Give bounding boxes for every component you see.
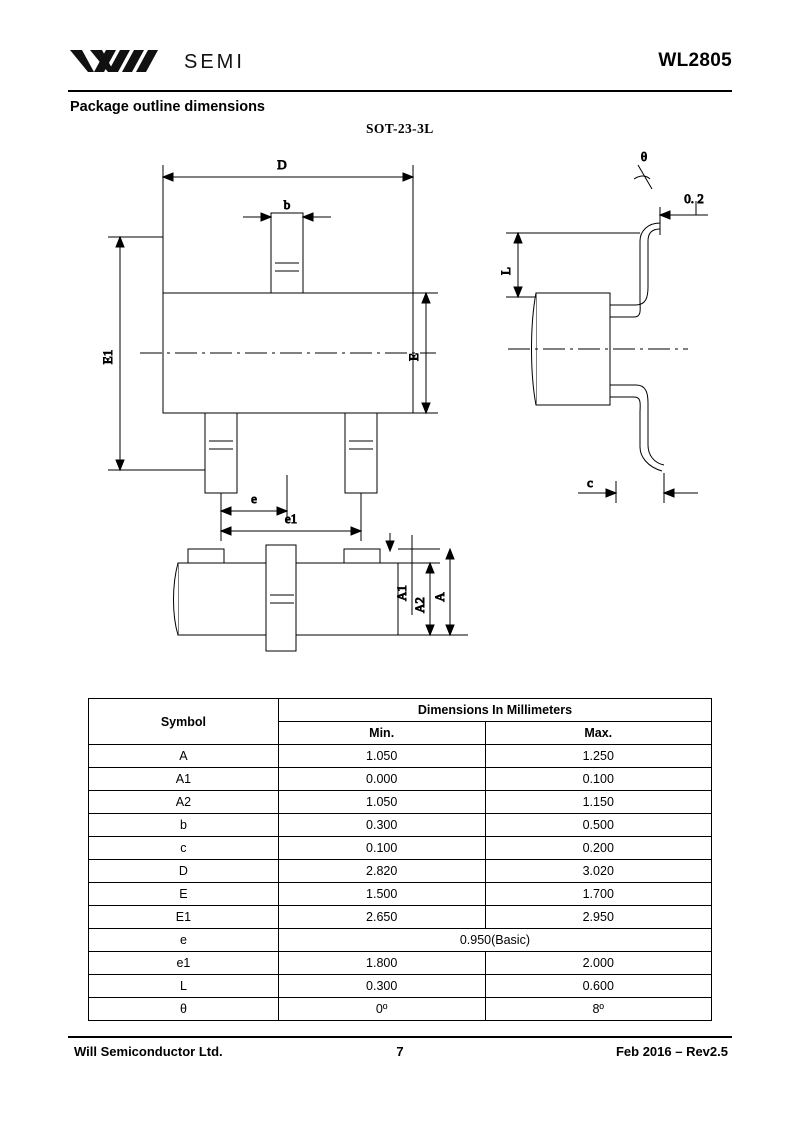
cell-max: 0.600 [485, 975, 712, 998]
cell-max: 3.020 [485, 860, 712, 883]
cell-max: 0.100 [485, 768, 712, 791]
cell-max: 2.950 [485, 906, 712, 929]
dim-label-L: L [498, 267, 513, 275]
cell-min: 2.650 [278, 906, 485, 929]
package-outline-drawing [68, 145, 732, 685]
footer-page-number: 7 [396, 1044, 404, 1059]
cell-symbol: θ [89, 998, 279, 1021]
dim-label-0-2: 0. 2 [684, 191, 704, 206]
cell-max: 2.000 [485, 952, 712, 975]
cell-max: 1.700 [485, 883, 712, 906]
header-symbol: Symbol [89, 699, 279, 745]
header-min: Min. [278, 722, 485, 745]
cell-min: 1.500 [278, 883, 485, 906]
cell-min: 0.300 [278, 975, 485, 998]
header-dimensions-group: Dimensions In Millimeters [278, 699, 711, 722]
dim-label-E1: E1 [100, 349, 115, 365]
cell-min: 0.300 [278, 814, 485, 837]
cell-symbol: A2 [89, 791, 279, 814]
cell-symbol: c [89, 837, 279, 860]
brand-logo [68, 38, 245, 86]
cell-max: 8º [485, 998, 712, 1021]
dim-label-e: e [251, 491, 257, 506]
cell-max: 1.250 [485, 745, 712, 768]
dim-label-D: D [277, 157, 287, 172]
table-row [89, 791, 712, 814]
dim-label-theta: θ [640, 149, 648, 164]
table-row [89, 837, 712, 860]
cell-min: 1.050 [278, 791, 485, 814]
cell-symbol: b [89, 814, 279, 837]
page-title: Package outline dimensions [70, 99, 265, 115]
table-row [89, 929, 712, 952]
footer-divider [68, 1036, 732, 1038]
dim-label-A2: A2 [412, 597, 427, 613]
table-row [89, 998, 712, 1021]
table-body [89, 745, 712, 1021]
dim-label-E: E [406, 353, 421, 361]
cell-min: 0.000 [278, 768, 485, 791]
cell-max: 0.200 [485, 837, 712, 860]
cell-symbol: E [89, 883, 279, 906]
header-divider [68, 90, 732, 92]
table-row [89, 745, 712, 768]
page-header [68, 38, 732, 90]
part-number: WL2805 [658, 50, 732, 71]
page-footer [68, 1044, 732, 1064]
cell-symbol: A1 [89, 768, 279, 791]
cell-symbol: A [89, 745, 279, 768]
dimensions-table [88, 698, 712, 1021]
logo-text: SEMI [184, 50, 245, 73]
outline-svg [68, 145, 732, 685]
dim-label-c: c [587, 475, 593, 490]
dim-label-A: A [432, 592, 447, 602]
cell-symbol: e [89, 929, 279, 952]
footer-company: Will Semiconductor Ltd. [74, 1044, 223, 1059]
footer-revision: Feb 2016 – Rev2.5 [615, 1044, 728, 1059]
cell-symbol: e1 [89, 952, 279, 975]
header-max: Max. [485, 722, 712, 745]
table-row [89, 768, 712, 791]
cell-min: 2.820 [278, 860, 485, 883]
dim-label-A1: A1 [394, 585, 409, 601]
dim-label-e1: e1 [284, 511, 298, 526]
package-type-label: SOT-23-3L [366, 121, 434, 136]
cell-value-span: 0.950(Basic) [278, 929, 711, 952]
cell-min: 1.050 [278, 745, 485, 768]
cell-max: 0.500 [485, 814, 712, 837]
cell-min: 0.100 [278, 837, 485, 860]
cell-min: 1.800 [278, 952, 485, 975]
cell-max: 1.150 [485, 791, 712, 814]
table-row [89, 814, 712, 837]
cell-symbol: D [89, 860, 279, 883]
table-row [89, 975, 712, 998]
cell-symbol: L [89, 975, 279, 998]
cell-symbol: E1 [89, 906, 279, 929]
cell-min: 0º [278, 998, 485, 1021]
table-row [89, 952, 712, 975]
table-row [89, 860, 712, 883]
table-row [89, 883, 712, 906]
will-semi-logo-icon [68, 42, 178, 82]
table-row [89, 906, 712, 929]
dim-label-b: b [283, 197, 291, 212]
table-header-row [89, 699, 712, 722]
